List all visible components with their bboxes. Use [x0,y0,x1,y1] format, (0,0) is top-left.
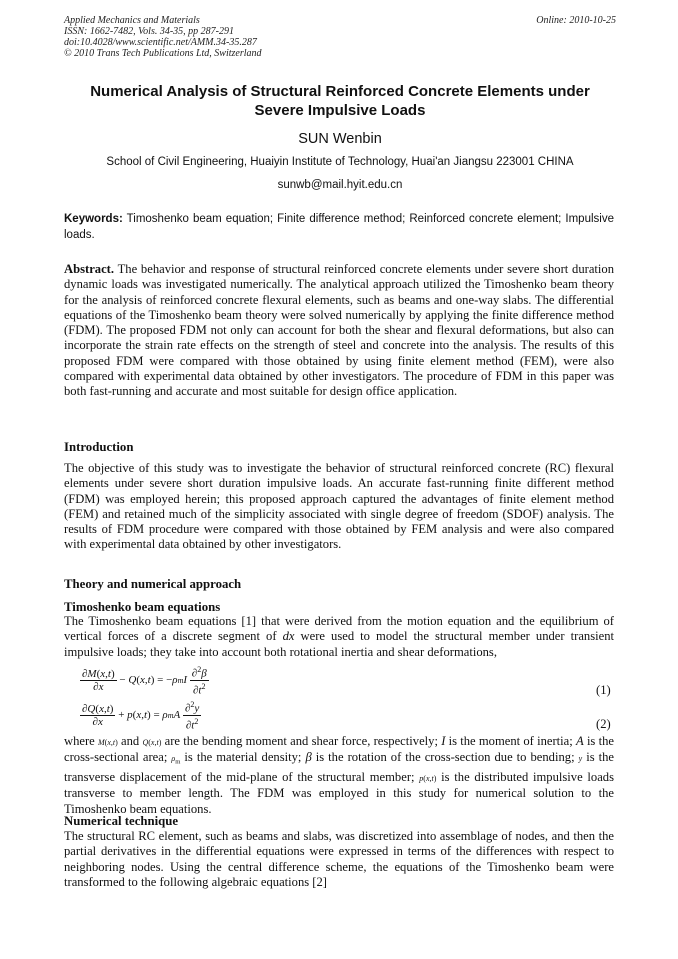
copyright-line: © 2010 Trans Tech Publications Ltd, Switzerland [64,48,262,59]
symbol-y: y [578,754,583,764]
timoshenko-text [64,614,614,660]
author-name: SUN Wenbin [298,131,382,147]
and-word: and [121,734,140,748]
keywords-text: Timoshenko beam equation; Finite difference method; Reinforced concrete element; Impulsive loads. [64,213,614,241]
definition-moment-shear: are the bending moment and shear force, respectively; [164,734,438,748]
equation-1: $\frac{\partial M(x,t)}{\partial x}$ − Q(x,t) = −ρmI $\frac{\partial^2\beta}{\partial t^2}$ [82,665,207,697]
symbol-Q: Q(x,t) [142,738,162,747]
timoshenko-text-b: were used to model the structural member under transient impulsive loads; they take into account both rotational inertia and shear deformations, [64,629,614,659]
definition-load: is the distributed impulsive loads transverse to member length. The FDM was employed in this study for numerical solution to the Timoshenko beam equations. [64,770,615,816]
equation-2: $\frac{\partial Q(x,t)}{\partial x}$ + p(x,t) = ρmA $\frac{\partial^2y}{\partial t^2}$ [82,700,200,732]
timoshenko-heading: Timoshenko beam equations [64,600,221,614]
journal-name: Applied Mechanics and Materials [64,15,200,26]
doi-line: doi:10.4028/www.scientific.net/AMM.34-35.287 [64,37,257,48]
paper-title [60,82,620,120]
introduction-heading: Introduction [64,440,134,454]
definition-density: is the material density; [184,750,302,765]
keywords [64,211,614,243]
keywords-label: Keywords: [64,213,123,225]
author-affiliation: School of Civil Engineering, Huaiyin Institute of Technology, Huai'an Jiangsu 223001 CHINA [106,156,574,168]
numerical-heading: Numerical technique [64,814,179,828]
definition-displacement: is the transverse displacement of the mid-plane of the structural member; [64,750,615,785]
theory-heading: Theory and numerical approach [64,577,242,591]
abstract [64,262,614,400]
symbol-I: I [441,734,446,748]
equation-1-number: (1) [596,683,611,697]
symbol-p: p(x,t) [419,774,437,784]
variable-definitions [64,734,614,817]
introduction-text: The objective of this study was to investigate the behavior of structural reinforced concrete (RC) flexural elements under severe short duration impulsive loads. An accurate fast-running finite different method (FDM) was employed herein; this proposed approach captured the advantages of finite element method (FEM) and retained much of the simplicity associated with single degree of freedom (SDOF) analysis. The results of FDM procedure were compared with those obtained by FEM analysis and were also compared with experimental data obtained by other investigators. [64,461,614,552]
dx-symbol: dx [282,629,295,644]
online-date: Online: 2010-10-25 [536,15,616,26]
title-line-2: Severe Impulsive Loads [254,102,426,119]
symbol-beta: β [305,750,312,765]
definition-inertia: is the moment of inertia; [448,734,573,748]
symbol-A: A [576,734,584,748]
symbol-rho: $\rho_m$ [171,754,181,766]
issn-line: ISSN: 1662-7482, Vols. 34-35, pp 287-291 [64,26,234,37]
where-word: where [64,734,95,748]
definition-rotation: is the rotation of the cross-section due to bending; [315,750,575,765]
equation-2-number: (2) [596,717,611,731]
numerical-text: The structural RC element, such as beams and slabs, was discretized into assemblage of nodes, and then the partial derivatives in the differential equations were expressed in terms of the differences with respect to neighboring nodes. Using the central difference scheme, the equations of the Timoshenko beam were transformed to the following algebraic equations [2] [64,829,614,889]
symbol-M: M(x,t) [98,738,118,747]
title-line-1: Numerical Analysis of Structural Reinforced Concrete Elements under [90,83,590,100]
definition-area: is the cross-sectional area; [64,734,614,765]
timoshenko-text-a: The Timoshenko beam equations [1] that were derived from the motion equation and the equilibrium of vertical forces of a discrete segment of [64,614,614,644]
author-email: sunwb@mail.hyit.edu.cn [277,179,403,191]
abstract-label: Abstract. [64,262,115,276]
abstract-text: The behavior and response of structural reinforced concrete elements under severe short duration dynamic loads was investigated numerically. The analytical approach utilized the Timoshenko beam theory for the analysis of reinforced concrete flexural elements, such as beams and one-way slabs. The differential equations of the Timoshenko beam theory were solved numerically by applying the finite difference method (FDM). The proposed FDM not only can account for both the shear and flexural deformations, but also can incorporate the strain rate effects on the strength of steel and concrete into the analysis. The results of this proposed FDM were compared with those obtained by using finite element method (FEM), were also compared with experimental data obtained by other investigators. The procedure of FDM in this paper was both fast-running and accurate and most suitable for design office application. [64,262,615,399]
journal-header [64,15,616,59]
